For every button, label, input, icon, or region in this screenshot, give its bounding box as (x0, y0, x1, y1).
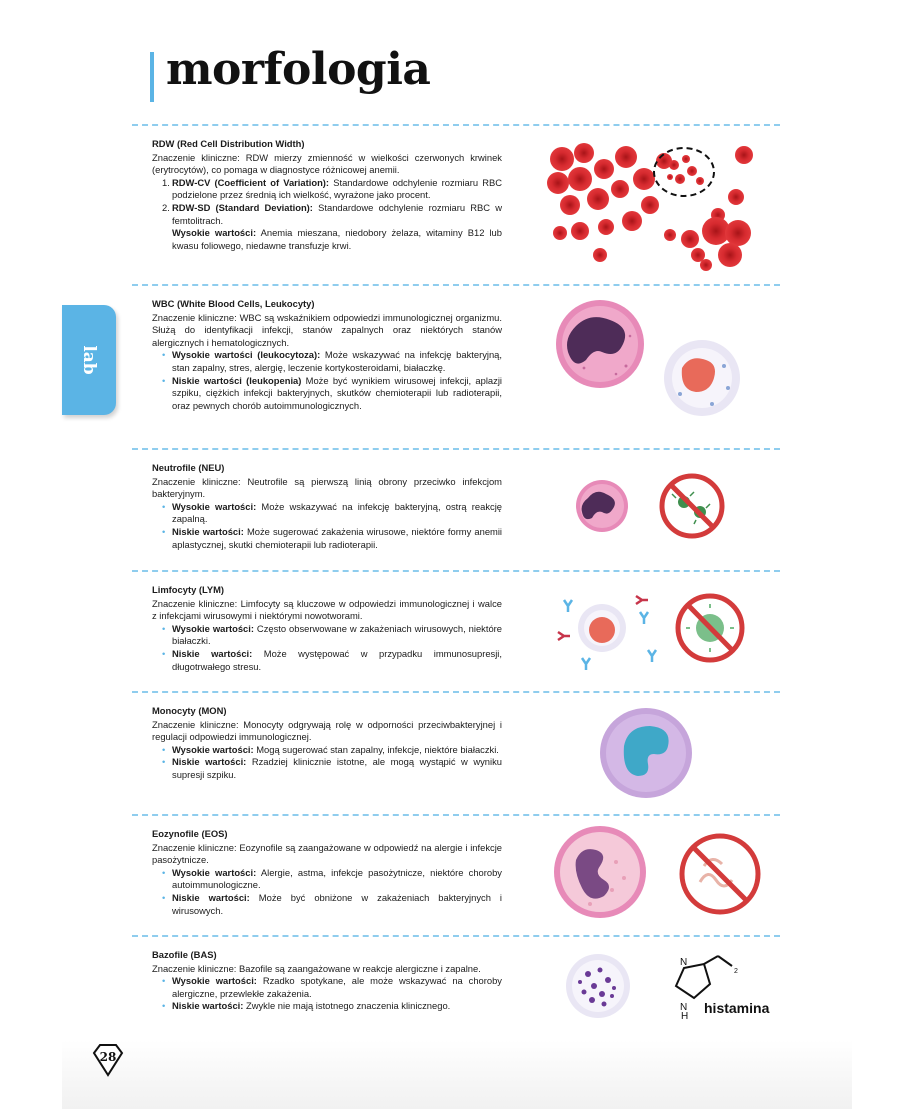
section-divider (132, 570, 780, 572)
bullet-list (152, 623, 502, 673)
histamine-h: H (681, 1011, 689, 1022)
side-tab-label: lab (79, 345, 99, 375)
histamine-n2: N (680, 1002, 688, 1013)
section-rdw (152, 138, 502, 252)
list-item: • Wysokie wartości: Może wskazywać na infekcję bakteryjną, ostrą reakcję zapalną. (152, 501, 502, 526)
page-title: morfologia (166, 44, 431, 95)
lymphocyte-illustration (552, 588, 752, 672)
histamine-label: histamina (704, 1000, 770, 1016)
page-number: 28 (99, 1050, 117, 1064)
page-shadow (62, 1040, 852, 1109)
list-item: • Niskie wartości: Może być obniżone w zakażeniach bakteryjnych i wirusowych. (152, 892, 502, 917)
section-neutrophils (152, 462, 502, 551)
section-heading: WBC (White Blood Cells, Leukocyty) (152, 298, 315, 309)
basophil-illustration (564, 952, 636, 1020)
bullet-list (152, 975, 502, 1013)
list-item: • Niskie wartości (leukopenia) Może być wynikiem wirusowej infekcji, aplazji szpiku, ciężkich infekcji bakteryjnych, skutków chemioterapii lub radioterapii, oraz pewnych chorób autoimmunologicznych. (152, 375, 502, 413)
list-item: 1. RDW-CV (Coefficient of Variation): Standardowe odchylenie rozmiaru RBC podzielone przez średnią ich wielkość, wyrażone jako procent. (162, 176, 502, 201)
list-item: • Wysokie wartości (leukocytoza): Może wskazywać na infekcję bakteryjną, stan zapalny, stres, alergię, leczenie kortykosteroidami, białaczkę. (152, 349, 502, 374)
side-tab[interactable] (62, 305, 116, 415)
bullet-list (152, 349, 502, 412)
section-intro: Znaczenie kliniczne: Eozynofile są zaangażowane w odpowiedź na alergie i infekcje pasożytnicze. (152, 841, 502, 866)
section-intro: Znaczenie kliniczne: RDW mierzy zmienność w wielkości czerwonych krwinek (erytrocytów), co pomaga w diagnostyce różnicowej anemii. (152, 151, 502, 176)
section-divider (132, 284, 780, 286)
section-divider (132, 814, 780, 816)
section-lymphocytes (152, 584, 502, 673)
section-intro: Znaczenie kliniczne: Neutrofile są pierwszą linią obrony przeciwko infekcjom bakteryjnym. (152, 475, 502, 500)
section-heading: Eozynofile (EOS) (152, 828, 228, 839)
monocyte-illustration (598, 706, 698, 800)
bullet-list (152, 501, 502, 551)
red-blood-cells-illustration (540, 135, 780, 275)
section-heading: Monocyty (MON) (152, 705, 227, 716)
high-values-note: Wysokie wartości: Anemia mieszana, niedobory żelaza, witaminy B12 lub kwasu foliowego, niedawne transfuzje krwi. (172, 227, 502, 251)
section-intro: Znaczenie kliniczne: Limfocyty są kluczowe w odpowiedzi immunologicznej i walce z infekcjami wirusowymi i niektórymi nowotworami. (152, 597, 502, 622)
histamine-n1: N (680, 957, 688, 968)
list-item: • Niskie wartości: Zwykle nie mają istotnego znaczenia klinicznego. (152, 1000, 502, 1013)
section-divider (132, 124, 780, 126)
section-heading: Neutrofile (NEU) (152, 462, 225, 473)
list-item: • Niskie wartości: Może sugerować zakażenia wirusowe, niektóre formy anemii aplastycznej, skutki chemioterapii lub radioterapii. (152, 526, 502, 551)
list-item: • Wysokie wartości: Rzadko spotykane, ale może wskazywać na choroby alergiczne, przewlekłe zakażenia. (152, 975, 502, 1000)
section-divider (132, 691, 780, 693)
list-item: • Niskie wartości: Może występować w przypadku immunosupresji, długotrwałego stresu. (152, 648, 502, 673)
neutrophil-illustration (576, 470, 736, 550)
section-heading: RDW (Red Cell Distribution Width) (152, 138, 305, 149)
list-item: • Wysokie wartości: Często obserwowane w zakażeniach wirusowych, niektóre białaczki. (152, 623, 502, 648)
leukocytes-illustration (556, 296, 756, 436)
bullet-list (152, 744, 502, 782)
section-intro: Znaczenie kliniczne: Bazofile są zaangażowane w reakcje alergiczne i zapalne. (152, 962, 481, 974)
section-divider (132, 935, 780, 937)
section-intro: Znaczenie kliniczne: Monocyty odgrywają rolę w odporności przeciwbakteryjnej i regulacji odpowiedzi immunologicznej. (152, 718, 502, 743)
section-intro: Znaczenie kliniczne: WBC są wskaźnikiem odpowiedzi immunologicznej organizmu. Służą do identyfikacji infekcji, stanów zapalnych oraz niektórych stanów alergicznych i hematologicznych. (152, 311, 502, 348)
section-heading: Bazofile (BAS) (152, 949, 217, 960)
section-monocytes (152, 705, 502, 782)
eosinophil-illustration (554, 826, 764, 920)
list-item: • Wysokie wartości: Mogą sugerować stan zapalny, infekcje, niektóre białaczki. (152, 744, 502, 757)
bullet-list (152, 867, 502, 917)
list-item: • Niskie wartości: Rzadziej klinicznie istotne, ale mogą wystąpić w wyniku supresji szpiku. (152, 756, 502, 781)
section-divider (132, 448, 780, 450)
title-accent-bar (150, 52, 154, 102)
list-item: • Wysokie wartości: Alergie, astma, infekcje pasożytnicze, niektóre choroby autoimmunologiczne. (152, 867, 502, 892)
list-item: 2. RDW-SD (Standard Deviation): Standardowe odchylenie rozmiaru RBC w femtolitrach. (162, 201, 503, 226)
page-number-badge (88, 1043, 128, 1077)
numbered-list (152, 177, 502, 227)
section-heading: Limfocyty (LYM) (152, 584, 225, 595)
histamine-nh2: 2 (734, 968, 738, 975)
section-wbc (152, 298, 502, 412)
section-basophils (152, 949, 502, 1013)
section-eosinophils (152, 828, 502, 917)
